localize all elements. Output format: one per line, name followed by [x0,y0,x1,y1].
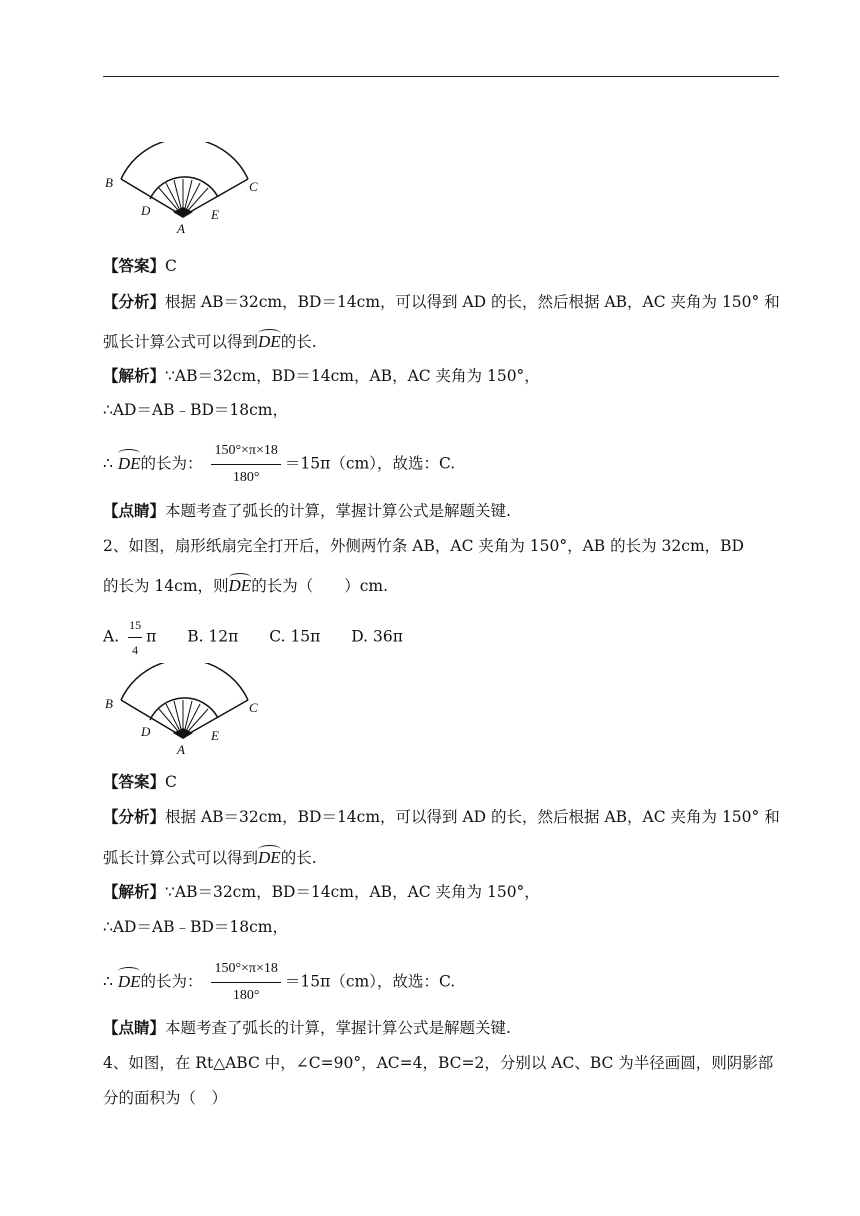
fan-figure-1 [103,142,263,237]
fraction-numerator: 150°×π×18 [211,957,280,983]
question-text: 的长为（ ）cm. [251,577,389,595]
label-a: A [177,742,185,757]
option-a-fraction [128,613,142,662]
options-line [103,613,403,662]
answer-value: C [165,257,177,275]
analysis-text: 根据 AB＝32cm，BD＝14cm，可以得到 AD 的长，然后根据 AB，AC 夹角为 150° 和 [165,293,780,311]
label-d: D [141,203,151,218]
arc-de: DE [228,576,252,595]
solution-line-3 [103,957,455,1008]
question-text: 分的面积为（ ） [103,1089,228,1107]
solution-line-1 [103,366,540,386]
therefore-symbol: ∴ [103,972,113,991]
analysis-label: 【分析】 [103,292,166,311]
label-a: A [177,221,185,236]
solution-text: 的长为： [140,454,203,473]
analysis-text: 弧长计算公式可以得到 [103,333,259,351]
solution-text: ＝15π（cm），故选：C. [284,454,456,473]
analysis-text: 弧长计算公式可以得到 [103,849,259,867]
arc-de: DE [258,848,281,867]
analysis-label: 【分析】 [103,807,166,826]
label-c: C [249,179,258,194]
arc-de: DE [118,968,141,994]
solution-text: ∵AB＝32cm，BD＝14cm，AB，AC 夹角为 150°， [165,367,540,385]
analysis-text: 的长. [280,849,317,867]
fraction-denominator: 180° [232,988,260,1003]
fraction-denominator: 180° [232,470,260,485]
comment-text: 本题考查了弧长的计算，掌握计算公式是解题关键. [165,502,511,520]
question-4-line-2 [103,1088,227,1108]
header-rule [103,76,779,77]
answer-line [103,772,177,792]
arc-de: DE [118,450,141,476]
comment-text: 本题考查了弧长的计算，掌握计算公式是解题关键. [165,1019,511,1037]
solution-text: ∴AD＝AB﹣BD＝18cm， [103,401,288,419]
solution-label: 【解析】 [103,882,166,901]
solution-line-1 [103,882,540,902]
option-a-denominator: 4 [132,643,139,657]
arc-de: DE [258,332,281,351]
answer-line [103,256,177,276]
solution-text: ∵AB＝32cm，BD＝14cm，AB，AC 夹角为 150°， [165,883,540,901]
therefore-symbol: ∴ [103,454,113,473]
option-a-numerator: 15 [128,613,142,638]
solution-label: 【解析】 [103,366,166,385]
solution-text: ＝15π（cm），故选：C. [284,972,456,991]
answer-label: 【答案】 [103,772,166,791]
answer-value: C [165,773,177,791]
label-b: B [105,696,113,711]
solution-text: 的长为： [140,972,203,991]
fraction-numerator: 150°×π×18 [211,439,280,465]
arc-length-fraction [211,957,280,1008]
question-4-line-1 [103,1053,773,1073]
option-c: C. 15π [269,627,321,646]
option-d: D. 36π [351,627,403,646]
solution-text: ∴AD＝AB﹣BD＝18cm， [103,918,288,936]
comment-line [103,501,511,521]
solution-line-2 [103,400,288,420]
analysis-text: 根据 AB＝32cm，BD＝14cm，可以得到 AD 的长，然后根据 AB，AC 夹角为 150° 和 [165,808,780,826]
analysis-line-1 [103,292,780,312]
comment-label: 【点睛】 [103,1018,166,1037]
question-text: 2、如图，扇形纸扇完全打开后，外侧两竹条 AB，AC 夹角为 150°，AB 的长为 32cm，BD [103,537,744,555]
label-e: E [211,207,219,222]
question-2-line-1 [103,536,744,556]
label-c: C [249,700,258,715]
analysis-text: 的长. [280,333,317,351]
solution-line-2 [103,917,288,937]
label-d: D [141,724,151,739]
option-a-label: A. [103,627,120,646]
fan-figure-2 [103,663,263,758]
comment-line [103,1018,511,1038]
question-text: 的长为 14cm，则 [103,577,229,595]
answer-label: 【答案】 [103,256,166,275]
analysis-line-2 [103,330,317,352]
question-2-line-2 [103,574,388,596]
analysis-line-2 [103,846,317,868]
label-e: E [211,728,219,743]
analysis-line-1 [103,807,780,827]
solution-line-3 [103,439,455,490]
label-b: B [105,175,113,190]
question-text: 4、如图，在 Rt△ABC 中，∠C=90°，AC=4，BC=2，分别以 AC、BC 为半径画圆，则阴影部 [103,1054,774,1072]
arc-length-fraction [211,439,280,490]
comment-label: 【点睛】 [103,501,166,520]
option-a-suffix: π [146,627,157,646]
option-b: B. 12π [187,627,239,646]
